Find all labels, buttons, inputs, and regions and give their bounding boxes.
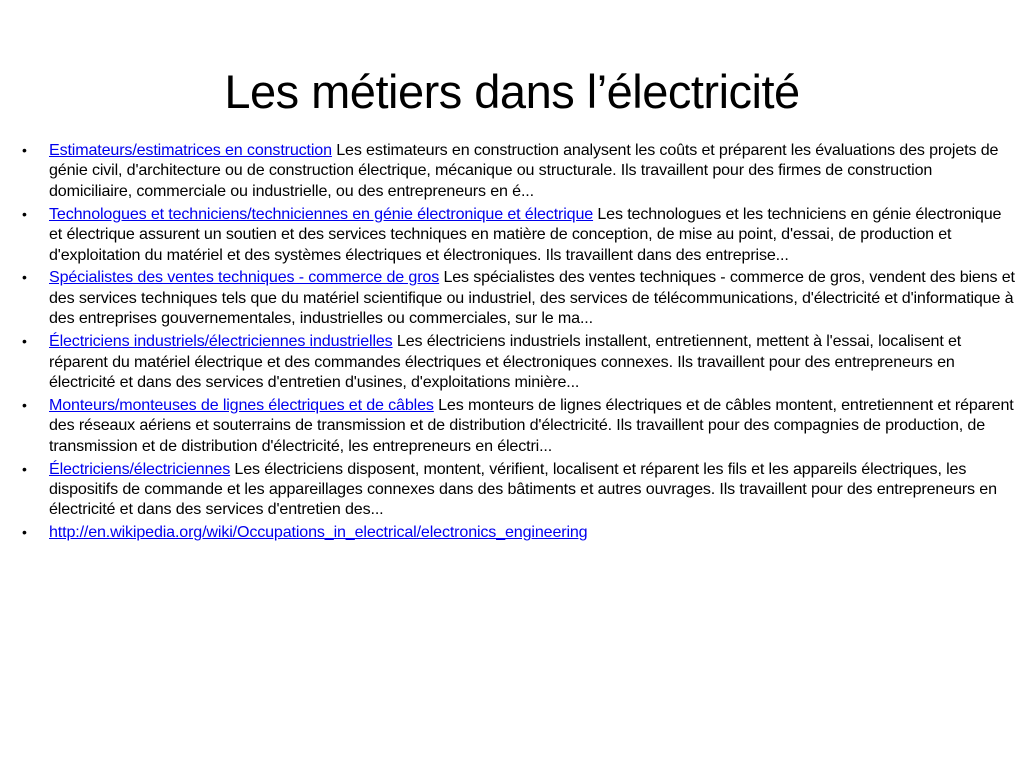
bullet-icon: • [22,269,27,286]
slide-title: Les métiers dans l’électricité [224,65,800,118]
bullet-icon: • [22,142,27,158]
link-electriciens[interactable]: Électriciens/électriciennes [49,459,231,478]
link-specialistes-ventes[interactable]: Spécialistes des ventes techniques - commerce de gros [49,268,440,287]
link-monteurs-lignes[interactable]: Monteurs/monteuses de lignes électriques et de câbles [49,395,434,414]
bullet-icon: • [22,460,27,477]
list-item-technologues [22,204,1018,265]
list-item-wikipedia [22,522,1018,542]
link-estimateurs[interactable]: Estimateurs/estimatrices en construction [49,141,332,159]
link-wikipedia[interactable]: http://en.wikipedia.org/wiki/Occupations_in_electrical/electronics_engineering [49,523,588,542]
bullet-icon: • [22,333,27,350]
list-item-electriciens-industriels [22,331,1018,392]
item-description: Les monteurs de lignes électriques et de câbles montent, entretiennent et réparent des réseaux aériens et souterrains de transmission et de distribution d'électricité. Ils travaillent pour des compagnies de production, de transmission et de distribution d'électricité, les entrepreneurs en électri... [49,395,1014,455]
item-description: Les technologues et les techniciens en génie électronique et électrique assurent un soutien et des services techniques en matière de conception, de mise au point, d'essai, de production et d'exploitation du matériel et des systèmes électriques et électroniques. Ils travaillent dans des entreprise... [49,204,1002,264]
list-item-estimateurs [22,140,1018,201]
item-description: Les spécialistes des ventes techniques - commerce de gros, vendent des biens et des services techniques tels que du matériel scientifique ou industriel, des services de télécommunications, d'électricité et d'informatique à des entreprises gouvernementales, industrielles ou commerciales, sur le ma... [49,268,1015,328]
bullet-icon: • [22,205,27,222]
item-description: Les estimateurs en construction analysent les coûts et préparent les évaluations des projets de génie civil, d'architecture ou de construction électrique, mécanique ou structurale. Ils travaillent pour des firmes de construction domiciliaire, commerciale ou industrielle, ou des entrepreneurs en é... [49,141,999,200]
link-electriciens-industriels[interactable]: Électriciens industriels/électriciennes industrielles [49,332,393,351]
link-technologues[interactable]: Technologues et techniciens/techniciennes en génie électronique et électrique [49,204,594,223]
list-item-monteurs-lignes [22,395,1018,456]
bullet-icon: • [22,396,27,413]
list-item-specialistes-ventes [22,267,1018,328]
bullet-icon: • [22,524,27,541]
item-description: Les électriciens industriels installent, entretiennent, mettent à l'essai, localisent et réparent du matériel électrique et des commandes électriques et électroniques connexes. Ils travaillent pour des entrepreneurs en électricité et dans des services d'entretien d'usines, d'exploitations minière... [49,332,962,391]
list-item-electriciens [22,459,1018,520]
occupation-list [22,140,1018,545]
item-description: Les électriciens disposent, montent, vérifient, localisent et réparent les fils et les appareils électriques, les dispositifs de commande et les appareillages connexes dans des bâtiments et autres ouvrages. Ils travaillent pour des entrepreneurs en électricité et dans des services d'entretien des... [49,459,997,519]
